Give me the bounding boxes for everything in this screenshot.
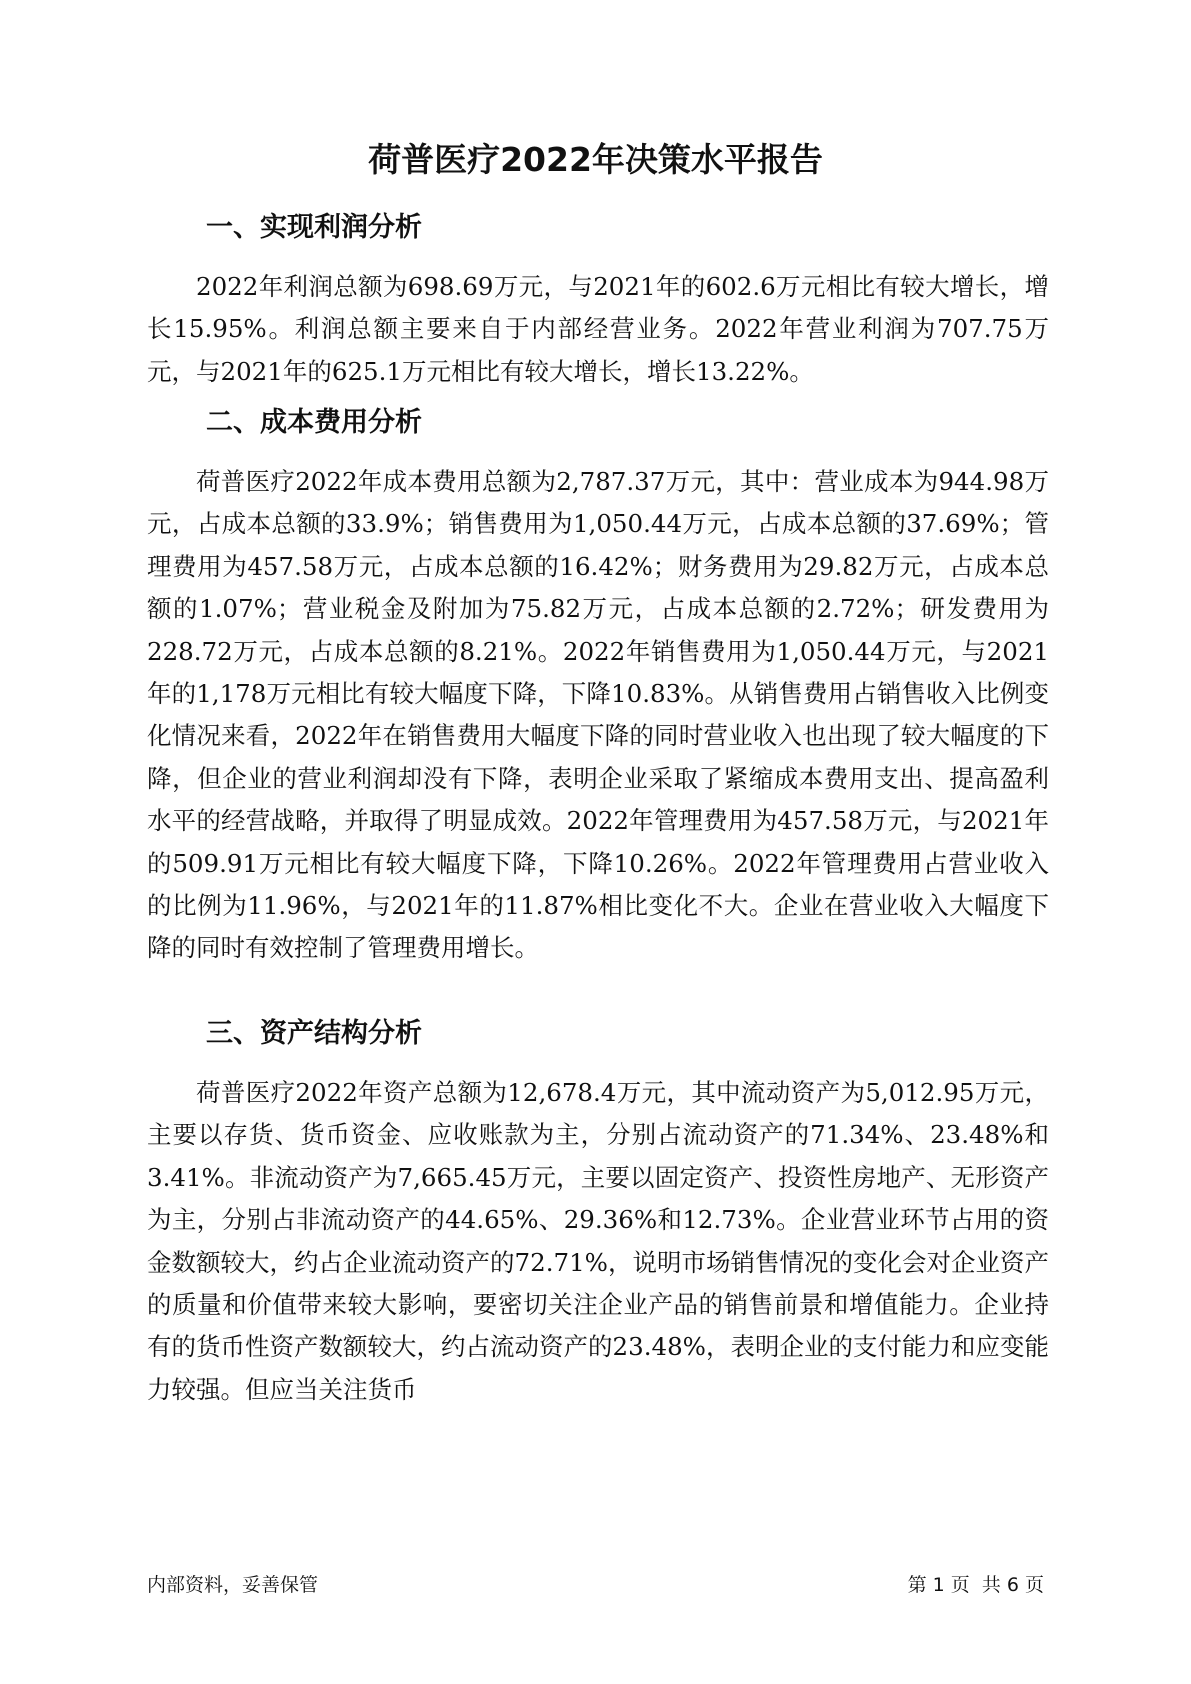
paragraph-cost-analysis: 荷普医疗2022年成本费用总额为2,787.37万元，其中：营业成本为944.98万元，占成本总额的33.9%；销售费用为1,050.44万元，占成本总额的37.69%；管理费用为457.58万元，占成本总额的16.42%；财务费用为29.82万元，占成本总额的1.07%；营业税金及附加为75.82万元，占成本总额的2.72%；研发费用为228.72万元，占成本总额的8.21%。2022年销售费用为1,050.44万元，与2021年的1,178万元相比有较大幅度下降，下降10.83%。从销售费用占销售收入比例变化情况来看，2022年在销售费用大幅度下降的同时营业收入也出现了较大幅度的下降，但企业的营业利润却没有下降，表明企业采取了紧缩成本费用支出、提高盈利水平的经营战略，并取得了明显成效。2022年管理费用为457.58万元，与2021年的509.91万元相比有较大幅度下降，下降10.26%。2022年管理费用占营业收入的比例为11.96%，与2021年的11.87%相比变化不大。企业在营业收入大幅度下降的同时有效控制了管理费用增长。 <box>147 467 1049 963</box>
footer-confidential-note: 内部资料，妥善保管 <box>147 1574 319 1596</box>
section-heading-profit: 一、实现利润分析 <box>206 212 422 243</box>
page-title: 荷普医疗2022年决策水平报告 <box>368 140 823 179</box>
footer-page-number: 第 1 页 共 6 页 <box>907 1574 1044 1596</box>
section-heading-cost: 二、成本费用分析 <box>206 407 422 438</box>
paragraph-profit-analysis: 2022年利润总额为698.69万元，与2021年的602.6万元相比有较大增长，增长15.95%。利润总额主要来自于内部经营业务。2022年营业利润为707.75万元，与2021年的625.1万元相比有较大增长，增长13.22%。 <box>147 272 1049 386</box>
paragraph-asset-analysis: 荷普医疗2022年资产总额为12,678.4万元，其中流动资产为5,012.95万元，主要以存货、货币资金、应收账款为主，分别占流动资产的71.34%、23.48%和3.41%。非流动资产为7,665.45万元，主要以固定资产、投资性房地产、无形资产为主，分别占非流动资产的44.65%、29.36%和12.73%。企业营业环节占用的资金数额较大，约占企业流动资产的72.71%，说明市场销售情况的变化会对企业资产的质量和价值带来较大影响，要密切关注企业产品的销售前景和增值能力。企业持有的货币性资产数额较大，约占流动资产的23.48%，表明企业的支付能力和应变能力较强。但应当关注货币 <box>147 1078 1049 1404</box>
section-heading-assets: 三、资产结构分析 <box>206 1018 422 1049</box>
